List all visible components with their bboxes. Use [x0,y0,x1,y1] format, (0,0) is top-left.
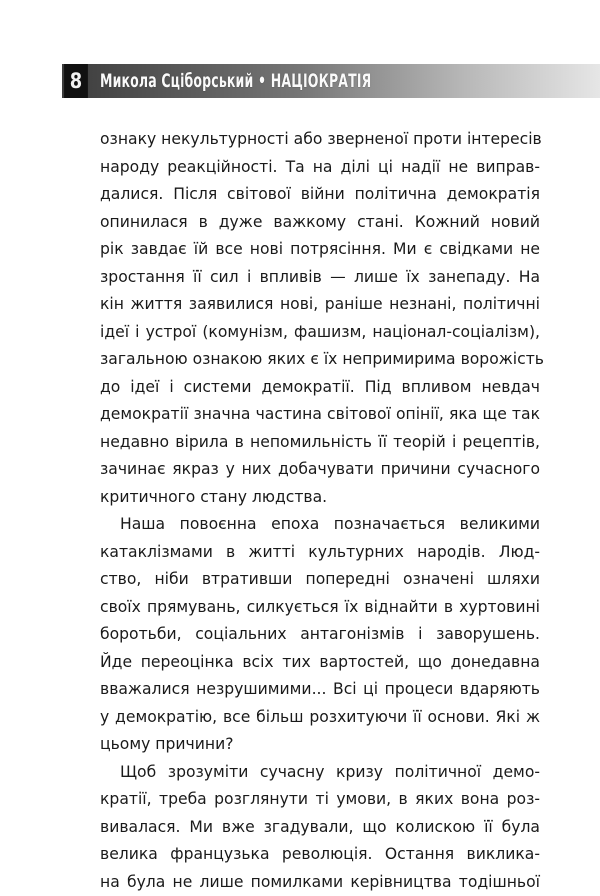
text-line: боротьби, соціальних антагонізмів і заворушень. [100,621,540,649]
text-line: ознаку некультурності або зверненої проти інтересів [100,126,540,154]
text-line: кін життя заявилися нові, раніше незнані, політичні [100,291,540,319]
text-line: ство, ніби втративши попередні означені шляхи [100,566,540,594]
text-line: до ідеї і системи демократії. Під впливом невдач [100,374,540,402]
running-title [100,64,371,98]
text-line: катаклізмами в житті культурних народів. Люд- [100,539,540,567]
text-line: рік завдає їй все нові потрясіння. Ми є свідками не [100,236,540,264]
text-line: Наша повоєнна епоха позначається великими [100,511,540,539]
book-title: НАЦІОКРАТІЯ [271,70,372,92]
text-line: на була не лише помилками керівництва тодішньої [100,869,540,896]
page-body-text [100,126,540,896]
page-number: 8 [64,64,88,98]
text-line: вважалися незрушимими... Всі ці процеси вдаряють [100,676,540,704]
title-separator: • [258,70,266,92]
text-line: зачинає якраз у них добачувати причини сучасного [100,456,540,484]
text-line: своїх прямувань, силкується їх віднайти в хуртовині [100,594,540,622]
text-line: опинилася в дуже важкому стані. Кожний новий [100,209,540,237]
text-line: Щоб зрозуміти сучасну кризу політичної демо- [100,759,540,787]
text-line: Йде переоцінка всіх тих вартостей, що донедавна [100,649,540,677]
text-line: загальною ознакою яких є їх непримирима ворожість [100,346,540,374]
text-line: критичного стану людства. [100,484,540,512]
text-line: вивалася. Ми вже згадували, що колискою її була [100,814,540,842]
text-line: зростання її сил і впливів — лише їх занепаду. На [100,264,540,292]
text-line: демократії значна частина світової опінії, яка ще так [100,401,540,429]
text-line: народу реакційності. Та на ділі ці надії не виправ- [100,154,540,182]
text-line: далися. Після світової війни політична демократія [100,181,540,209]
text-line: кратії, треба розглянути ті умови, в яких вона роз- [100,786,540,814]
author-name: Микола Сціборський [100,70,253,92]
text-line: недавно вірила в непомильність її теорій і рецептів, [100,429,540,457]
text-line: у демократію, все більш розхитуючи її основи. Які ж [100,704,540,732]
text-line: ідеї і устрої (комунізм, фашизм, націонал-соціалізм), [100,319,540,347]
text-line: велика французька революція. Остання виклика- [100,841,540,869]
text-line: цьому причини? [100,731,540,759]
